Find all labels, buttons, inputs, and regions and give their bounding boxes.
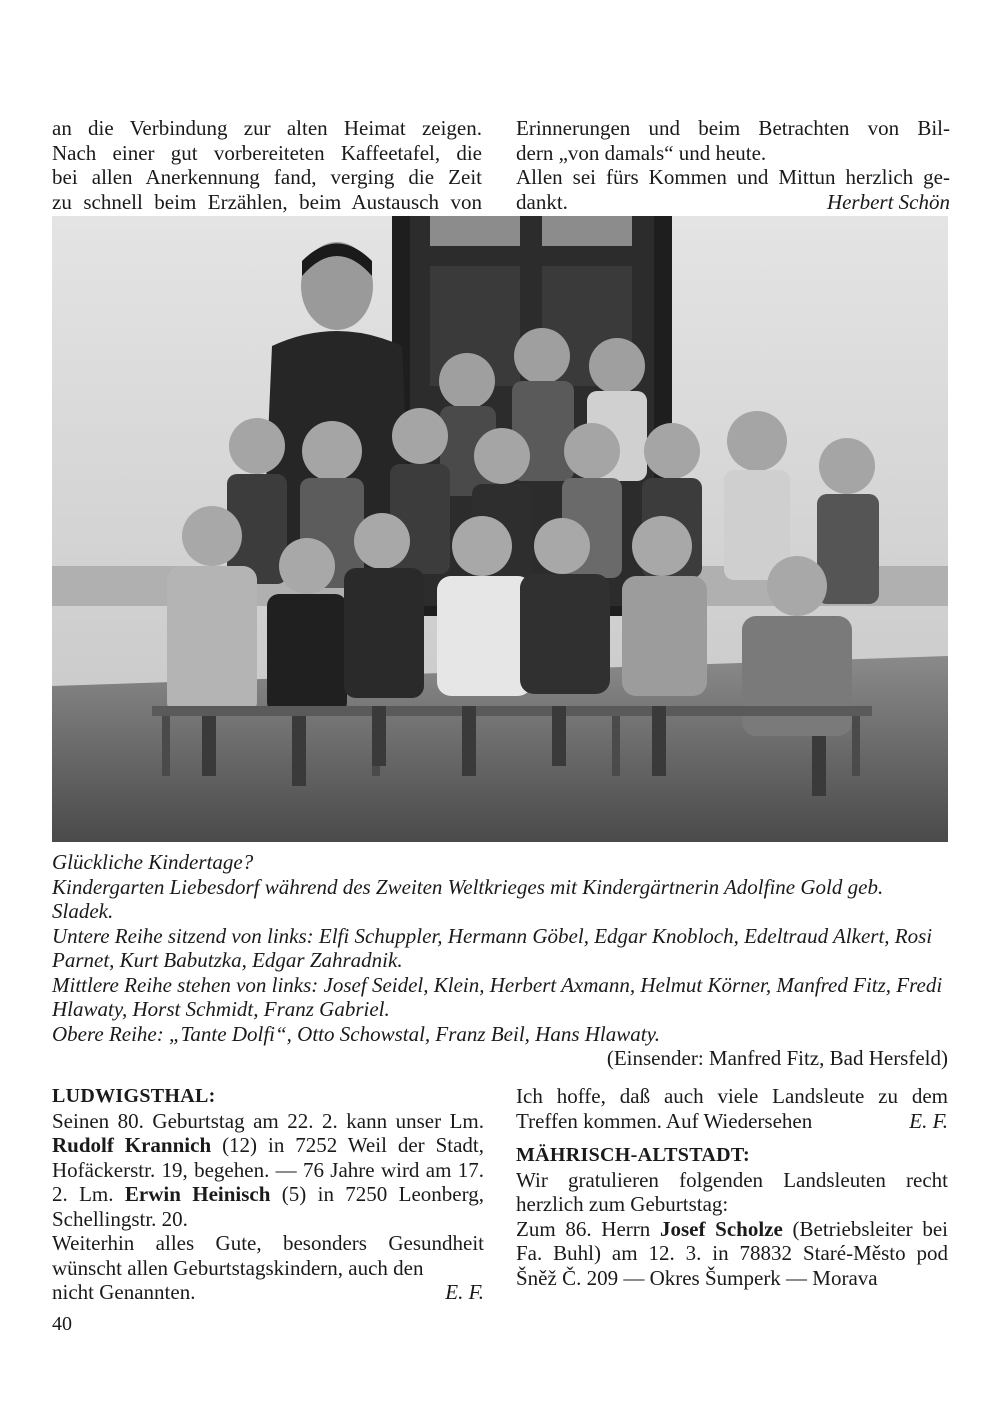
caption-line-2: Untere Reihe sitzend von links: Elfi Schuppler, Hermann Göbel, Edgar Knobloch, Edeltraud Alkert, Rosi Parnet, Kurt Babutzka, Edgar Zahradnik.	[52, 923, 933, 972]
ludwigsthal-text-5: nicht Genannten.	[52, 1280, 196, 1304]
ludwigsthal-text-1: Seinen 80. Geburtstag am 22. 2. kann unser Lm.	[52, 1108, 484, 1133]
top-right-line-4: dankt.	[516, 189, 568, 214]
top-right-line-2: dern „von damals“ und heute.	[516, 140, 767, 165]
right-bottom-line-2: Treffen kommen. Auf Wiedersehen	[516, 1108, 813, 1133]
maehrisch-text-1: Zum 86. Herrn	[516, 1216, 660, 1241]
ludwigsthal-signature-line	[52, 1280, 484, 1305]
caption-line-3: Mittlere Reihe stehen von links: Josef Seidel, Klein, Herbert Axmann, Helmut Körner, Manfred Fitz, Fredi Hlawaty, Horst Schmidt, Franz Gabriel.	[52, 972, 943, 1021]
ludwigsthal-text-2: (12) in 7252 Weil der Stadt, Hofäckerstr. 19, begehen. — 76 Jahre wird am 17. 2. Lm.	[52, 1133, 485, 1206]
maehrisch-altstadt-paragraph-1: Wir gratulieren folgenden Landsleuten recht herzlich zum Geburtstag:	[516, 1167, 948, 1216]
top-right-line-3: Allen sei fürs Kommen und Mittun herzlich ge-	[516, 165, 950, 189]
caption-title: Glückliche Kindertage?	[52, 850, 254, 874]
caption-sender: (Einsender: Manfred Fitz, Bad Hersfeld)	[606, 1046, 948, 1070]
maehrisch-altstadt-heading: MÄHRISCH-ALTSTADT:	[516, 1144, 750, 1166]
right-bottom-signature: E. F.	[909, 1108, 948, 1133]
ludwigsthal-heading: LUDWIGSTHAL:	[52, 1085, 216, 1107]
right-bottom-column	[516, 1084, 948, 1290]
right-bottom-line-1: Ich hoffe, daß auch viele Landsleute zu dem	[516, 1084, 948, 1108]
maehrisch-altstadt-paragraph-2	[516, 1217, 948, 1291]
top-left-line-3: bei allen Anerkennung fand, verging die Zeit	[52, 165, 482, 189]
page-number: 40	[52, 1313, 72, 1335]
ludwigsthal-signature: E. F.	[445, 1280, 484, 1304]
author-signature: Herbert Schön	[826, 189, 950, 214]
ludwigsthal-paragraph-1	[52, 1109, 484, 1232]
top-left-line-4: zu schnell beim Erzählen, beim Austausch von	[52, 189, 482, 214]
caption-line-1: Kindergarten Liebesdorf während des Zweiten Weltkrieges mit Kindergärtnerin Adolfine Gold geb. Sladek.	[52, 874, 884, 923]
top-left-line-1: an die Verbindung zur alten Heimat zeigen.	[52, 116, 482, 140]
top-left-column	[52, 116, 482, 214]
ludwigsthal-name-2: Erwin Heinisch	[124, 1182, 271, 1206]
caption-line-4: Obere Reihe: „Tante Dolfi“, Otto Schowstal, Franz Beil, Hans Hlawaty.	[52, 1021, 661, 1046]
maehrisch-name: Josef Scholze	[659, 1216, 783, 1241]
group-photo-icon	[52, 216, 948, 842]
maehrisch-text-2: (Betriebsleiter bei Fa. Buhl) am 12. 3. in 78832 Staré-Město pod Šněž Č. 209 — Okres Šumperk — Morava	[516, 1216, 948, 1290]
top-left-line-2: Nach einer gut vorbereiteten Kaffeetafel, die	[52, 140, 482, 165]
ludwigsthal-text-3: (5) in 7250 Leonberg, Schellingstr. 20.	[52, 1182, 484, 1231]
right-bottom-signature-line	[516, 1109, 948, 1134]
top-right-column	[516, 116, 950, 214]
ludwigsthal-name-1: Rudolf Krannich	[52, 1133, 212, 1157]
photo-illustration	[52, 216, 948, 842]
ludwigsthal-section	[52, 1084, 484, 1305]
photo-caption	[52, 850, 948, 1071]
top-right-signature-line	[516, 190, 950, 215]
ludwigsthal-paragraph-2: Weiterhin alles Gute, besonders Gesundheit wünscht allen Geburtstagskindern, auch den	[52, 1231, 484, 1280]
top-right-line-1: Erinnerungen und beim Betrachten von Bil-	[516, 116, 950, 140]
